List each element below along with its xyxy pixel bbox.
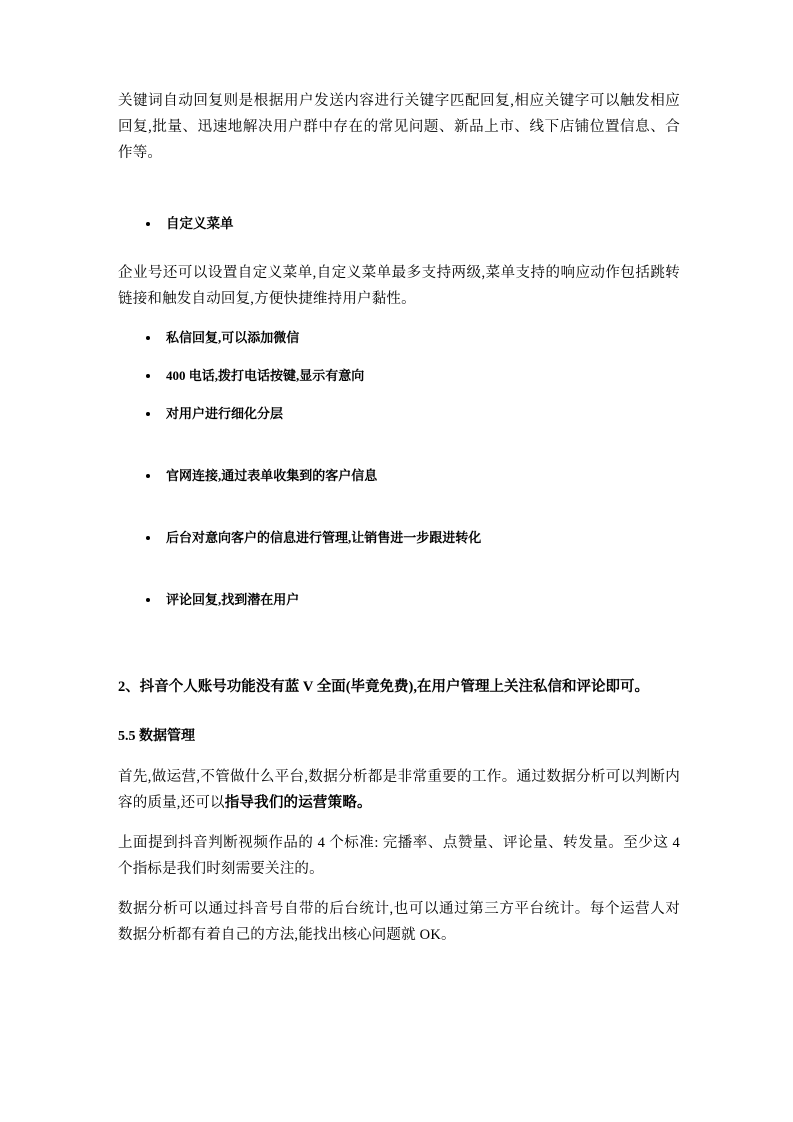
spacer bbox=[118, 236, 680, 260]
spacer bbox=[118, 166, 680, 212]
paragraph-data-analysis-1-emphasis: 指导我们的运营策略。 bbox=[224, 795, 372, 811]
document-content bbox=[118, 88, 680, 948]
spacer bbox=[118, 750, 680, 764]
spacer bbox=[118, 628, 680, 674]
paragraph-data-analysis-1 bbox=[118, 764, 680, 816]
paragraph-point-two: 2、抖音个人账号功能没有蓝 V 全面(毕竟免费),在用户管理上关注私信和评论即可。 bbox=[118, 679, 649, 695]
list-item: 后台对意向客户的信息进行管理,让销售进一步跟进转化 bbox=[118, 526, 680, 550]
list-item: 官网连接,通过表单收集到的客户信息 bbox=[118, 464, 680, 488]
spacer bbox=[118, 816, 680, 830]
list-item: 对用户进行细化分层 bbox=[118, 402, 680, 426]
list-item: 评论回复,找到潜在用户 bbox=[118, 588, 680, 612]
spacer bbox=[118, 312, 680, 326]
list-item: 私信回复,可以添加微信 bbox=[118, 326, 680, 350]
paragraph-data-analysis-3: 数据分析可以通过抖音号自带的后台统计,也可以通过第三方平台统计。每个运营人对数据分析都有着自己的方法,能找出核心问题就 OK。 bbox=[118, 901, 680, 943]
list-item: 400 电话,拨打电话按键,显示有意向 bbox=[118, 364, 680, 388]
paragraph-intro: 关键词自动回复则是根据用户发送内容进行关键字匹配回复,相应关键字可以触发相应回复,批量、迅速地解决用户群中存在的常见问题、新品上市、线下店铺位置信息、合作等。 bbox=[118, 93, 680, 161]
paragraph-custom-menu: 企业号还可以设置自定义菜单,自定义菜单最多支持两级,菜单支持的响应动作包括跳转链接和触发自动回复,方便快捷维持用户黏性。 bbox=[118, 265, 680, 307]
feature-list bbox=[118, 326, 680, 612]
spacer bbox=[118, 700, 680, 724]
paragraph-data-analysis-2: 上面提到抖音判断视频作品的 4 个标准: 完播率、点赞量、评论量、转发量。至少这 4 个指标是我们时刻需要关注的。 bbox=[118, 835, 680, 877]
section-heading-data-management: 5.5 数据管理 bbox=[118, 729, 195, 744]
paragraph-data-analysis-1-text: 首先,做运营,不管做什么平台,数据分析都是非常重要的工作。通过数据分析可以判断内容的质量,还可以 bbox=[118, 769, 680, 811]
spacer bbox=[118, 882, 680, 896]
bullet-custom-menu: 自定义菜单 bbox=[118, 212, 680, 236]
